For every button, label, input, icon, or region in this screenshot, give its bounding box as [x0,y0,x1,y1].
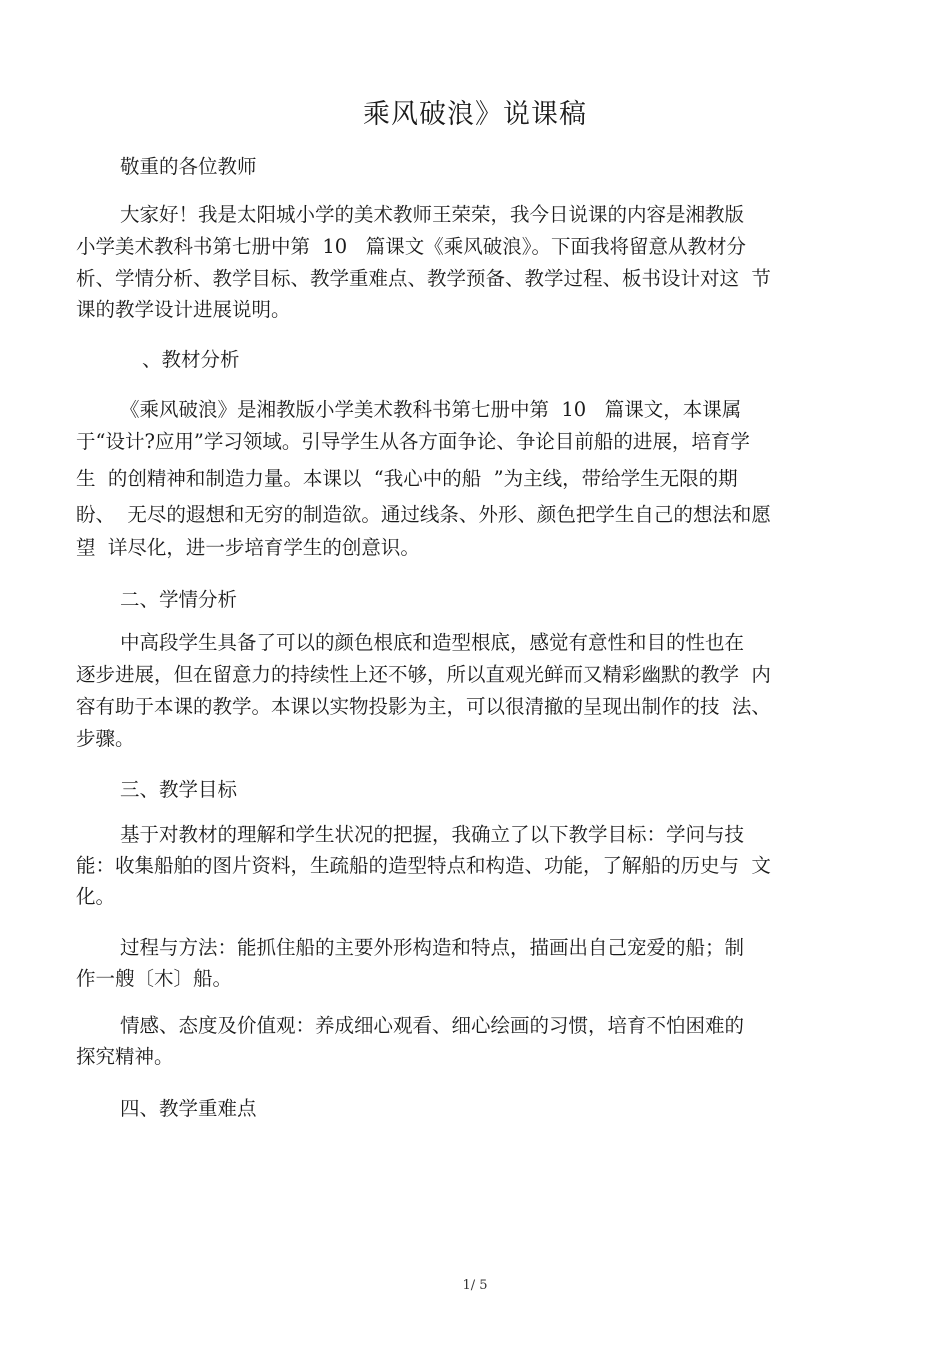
section3-p3-line-2: 探究精神。 [76,1045,174,1068]
section-heading-student-analysis: 二、学情分析 [120,588,238,611]
section3-p1-line-2: 能：收集船舶的图片资料，生疏船的造型特点和构造、功能，了解船的历史与 文 [76,854,771,877]
section1-line-2: 于“设计?应用”学习领域。引导学生从各方面争论、争论目前船的进展，培育学 [76,430,750,453]
section3-p1-line-3: 化。 [76,885,116,908]
section3-p2-line-1: 过程与方法：能抓住船的主要外形构造和特点，描画出自己宠爱的船；制 [120,936,745,959]
intro-line-4: 课的教学设计进展说明。 [76,298,291,321]
section-heading-textbook-analysis: 、教材分析 [142,348,240,371]
intro-line-1: 大家好！我是太阳城小学的美术教师王荣荣，我今日说课的内容是湘教版 [120,203,745,226]
section2-line-1: 中高段学生具备了可以的颜色根底和造型根底，感觉有意性和目的性也在 [120,631,745,654]
section-heading-key-difficulties: 四、教学重难点 [120,1097,257,1120]
section3-p2-line-2: 作一艘〔木〕船。 [76,967,233,990]
salutation: 敬重的各位教师 [120,155,257,178]
section2-line-2: 逐步进展，但在留意力的持续性上还不够，所以直观光鲜而又精彩幽默的教学 内 [76,663,771,686]
section1-line-5: 望 详尽化，进一步培育学生的创意识。 [76,536,420,559]
section3-p3-line-1: 情感、态度及价值观：养成细心观看、细心绘画的习惯，培育不怕困难的 [120,1014,745,1037]
intro-line-2: 小学美术教科书第七册中第 10 篇课文《乘风破浪》。下面我将留意从教材分 [76,235,747,258]
section-heading-teaching-goals: 三、教学目标 [120,778,238,801]
document-title: 乘风破浪》说课稿 [363,99,587,130]
section1-line-3: 生 的创精神和制造力量。本课以 “我心中的船 ”为主线，带给学生无限的期 [76,467,738,490]
section1-line-1: 《乘风破浪》是湘教版小学美术教科书第七册中第 10 篇课文，本课属 [120,398,742,421]
section3-p1-line-1: 基于对教材的理解和学生状况的把握，我确立了以下教学目标：学问与技 [120,823,745,846]
intro-line-3: 析、学情分析、教学目标、教学重难点、教学预备、教学过程、板书设计对这 节 [76,267,771,290]
section1-line-4: 盼、 无尽的遐想和无穷的制造欲。通过线条、外形、颜色把学生自己的想法和愿 [76,503,771,526]
section2-line-4: 步骤。 [76,727,135,750]
page-number: 1/ 5 [462,1278,488,1293]
section2-line-3: 容有助于本课的教学。本课以实物投影为主，可以很清撤的呈现出制作的技 法、 [76,695,771,718]
